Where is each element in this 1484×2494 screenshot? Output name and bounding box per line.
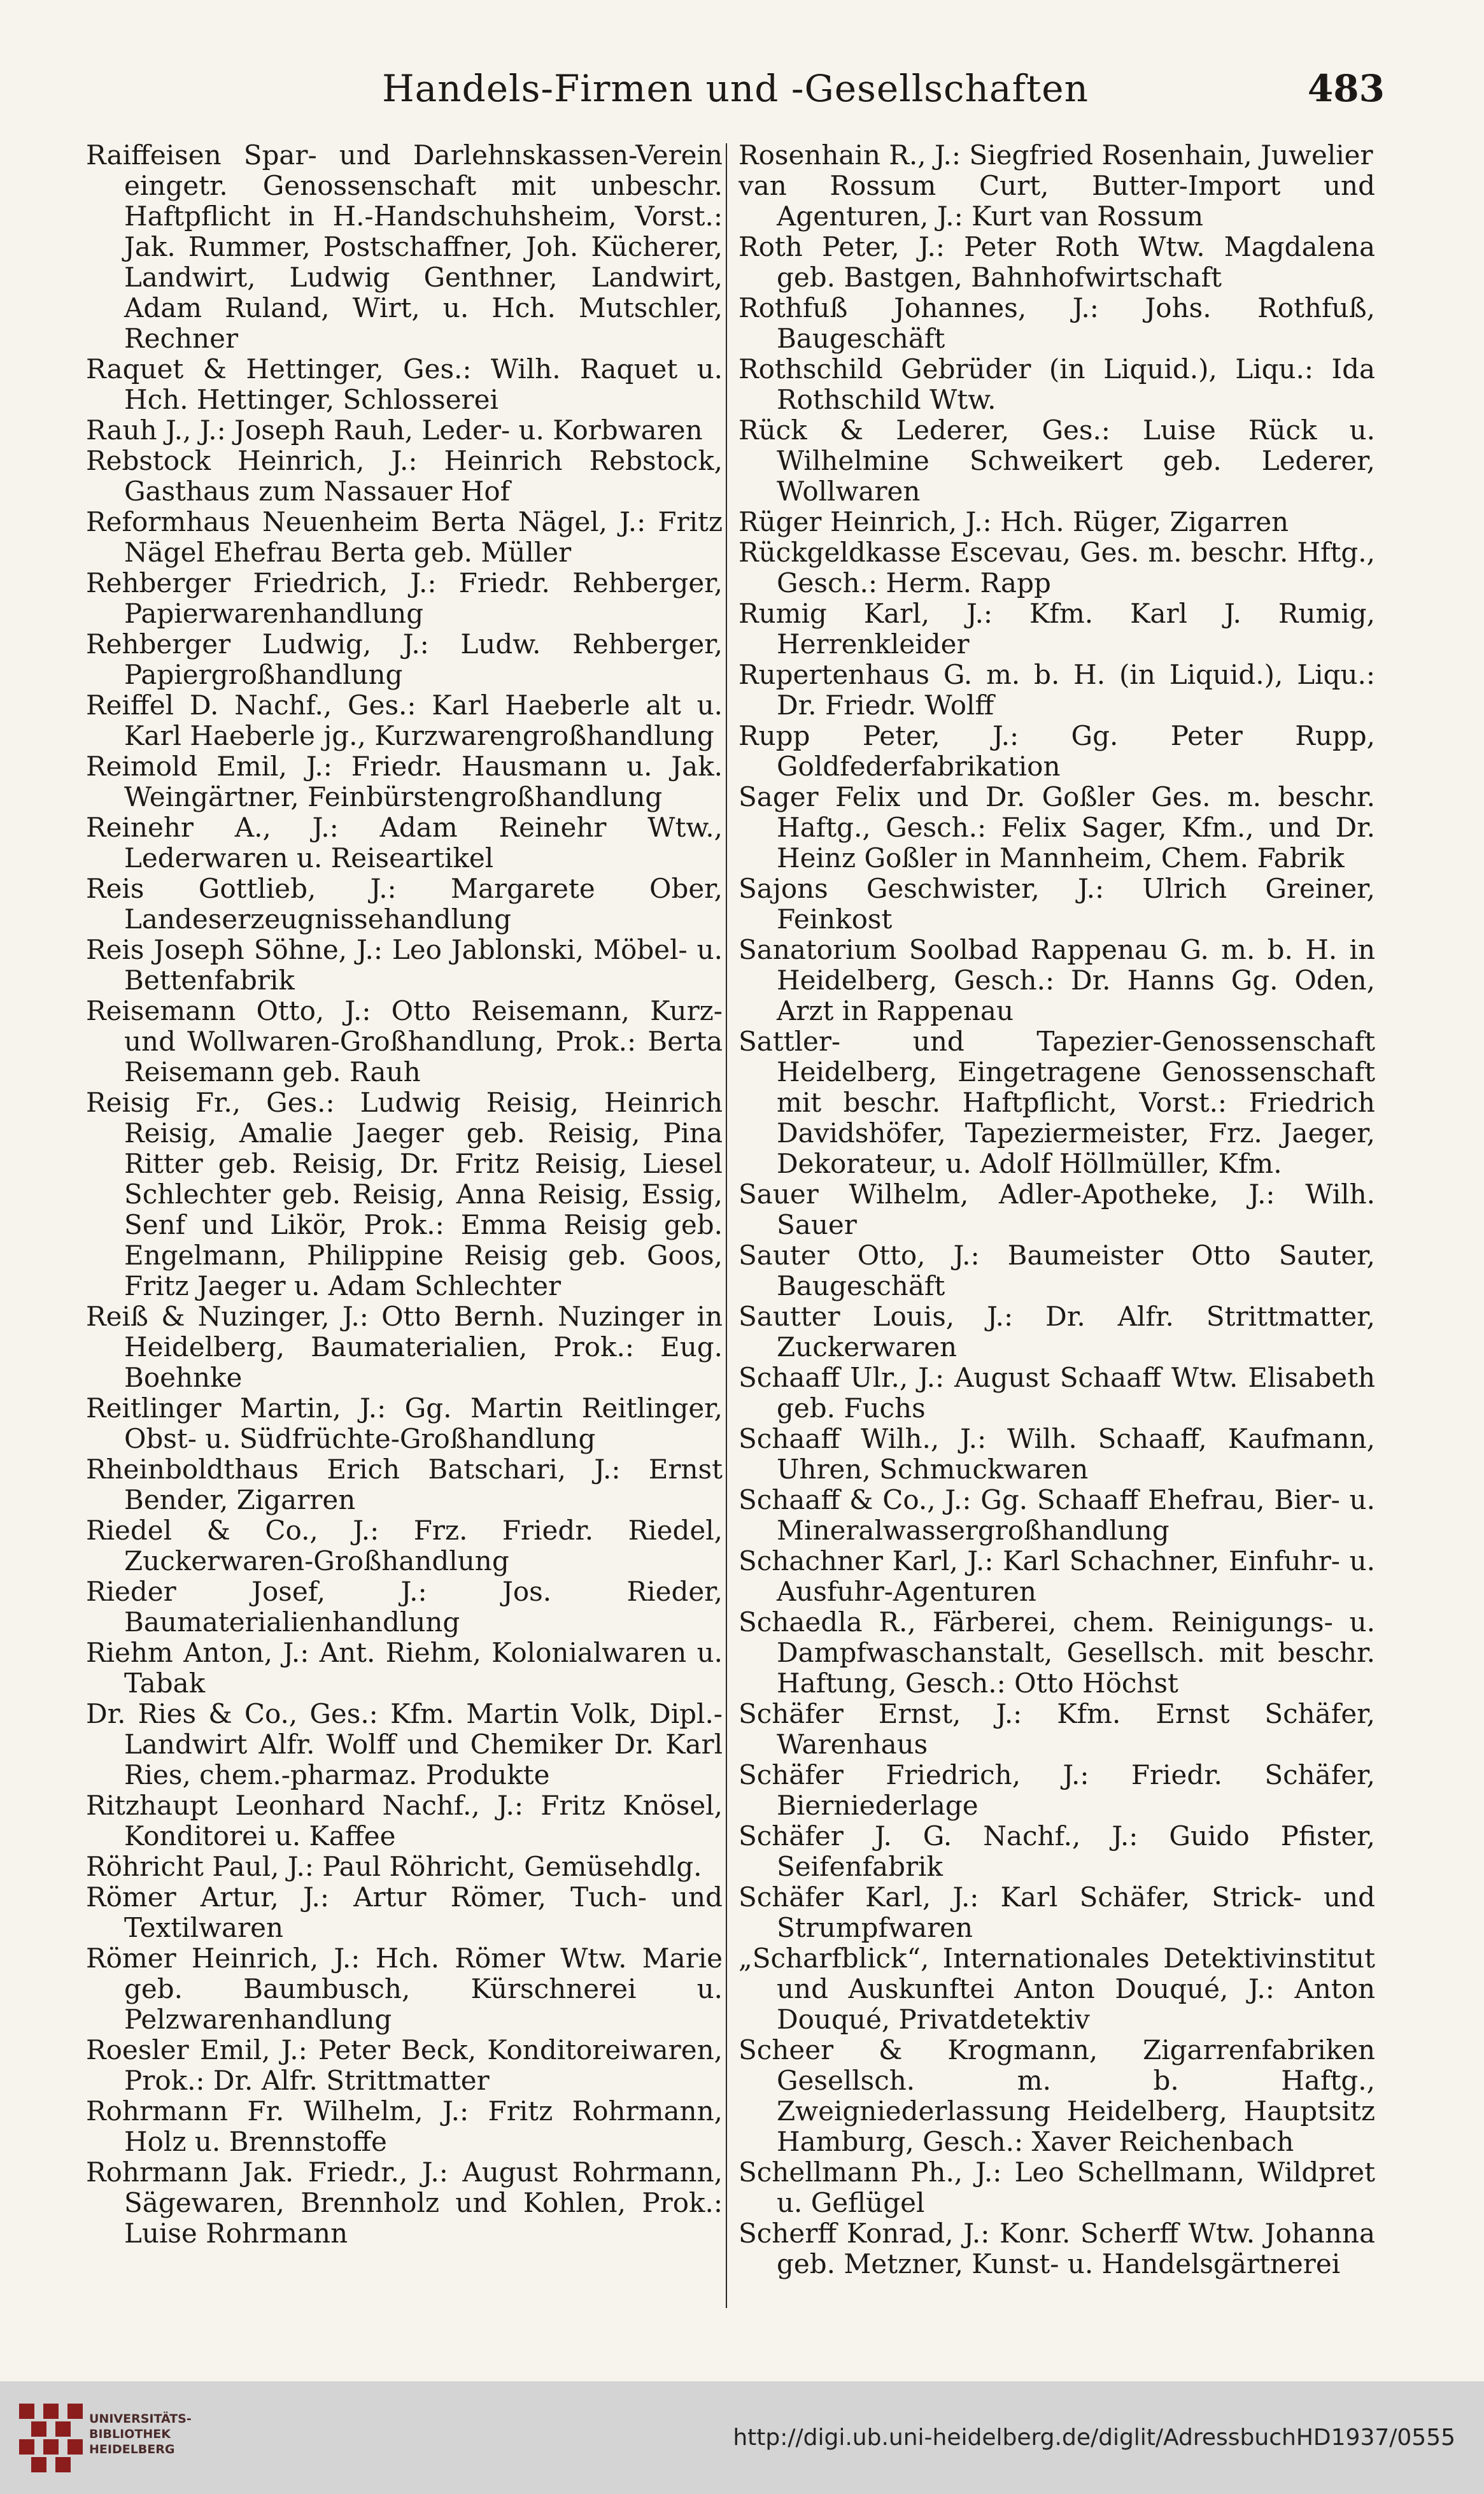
directory-entry: Raiffeisen Spar- und Darlehnskassen-Verein eingetr. Genossenschaft mit unbeschr. Haftpflicht in H.-Handschuhsheim, Vorst.: Jak. Rummer, Postschaffner, Joh. Kücherer, Landwirt, Ludwig Genthner, Landwirt, Adam Ruland, Wirt, u. Hch. Mutschler, Rechner — [86, 140, 723, 354]
directory-entry: Sager Felix und Dr. Goßler Ges. m. beschr. Haftg., Gesch.: Felix Sager, Kfm., und Dr. Heinz Goßler in Mannheim, Chem. Fabrik — [738, 781, 1375, 874]
directory-entry: Reiß & Nuzinger, J.: Otto Bernh. Nuzinger in Heidelberg, Baumaterialien, Prok.: Eug. Boehnke — [86, 1301, 723, 1393]
directory-entry: Sattler- und Tapezier-Genossenschaft Heidelberg, Eingetragene Genossenschaft mit beschr. Haftpflicht, Vorst.: Friedrich Davidshöfer, Tapeziermeister, Frz. Jaeger, Dekorateur, u. Adolf Höllmüller, Kfm. — [738, 1026, 1375, 1179]
directory-entry: Rehberger Ludwig, J.: Ludw. Rehberger, Papiergroßhandlung — [86, 628, 723, 690]
directory-entry: „Scharfblick“, Internationales Detektivinstitut und Auskunftei Anton Douqué, J.: Anton Douqué, Privatdetektiv — [738, 1943, 1375, 2035]
column-divider — [726, 143, 727, 2308]
running-title: Handels-Firmen und -Gesellschaften — [382, 67, 1089, 110]
directory-entry: Schaedla R., Färberei, chem. Reinigungs- u. Dampfwaschanstalt, Gesellsch. mit beschr. Haftung, Gesch.: Otto Höchst — [738, 1606, 1375, 1699]
viewer-footer — [0, 2381, 1484, 2494]
directory-entry: Rebstock Heinrich, J.: Heinrich Rebstock, Gasthaus zum Nassauer Hof — [86, 445, 723, 507]
directory-entry: Schäfer Karl, J.: Karl Schäfer, Strick- und Strumpfwaren — [738, 1881, 1375, 1943]
directory-entry: Rothfuß Johannes, J.: Johs. Rothfuß, Baugeschäft — [738, 292, 1375, 354]
logo-line: UNIVERSITÄTS- — [89, 2412, 192, 2426]
directory-entry: van Rossum Curt, Butter-Import und Agenturen, J.: Kurt van Rossum — [738, 170, 1375, 232]
directory-entry: Rohrmann Jak. Friedr., J.: August Rohrmann, Sägewaren, Brennholz und Kohlen, Prok.: Luise Rohrmann — [86, 2157, 723, 2249]
directory-entry: Reinehr A., J.: Adam Reinehr Wtw., Lederwaren u. Reiseartikel — [86, 812, 723, 874]
library-logo-text — [89, 2411, 192, 2457]
directory-entry: Sautter Louis, J.: Dr. Alfr. Strittmatter, Zuckerwaren — [738, 1301, 1375, 1363]
directory-entry: Schäfer Ernst, J.: Kfm. Ernst Schäfer, Warenhaus — [738, 1698, 1375, 1760]
directory-entry: Roesler Emil, J.: Peter Beck, Konditoreiwaren, Prok.: Dr. Alfr. Strittmatter — [86, 2034, 723, 2096]
directory-entry: Reis Gottlieb, J.: Margarete Ober, Landeserzeugnissehandlung — [86, 873, 723, 935]
directory-entry: Schäfer Friedrich, J.: Friedr. Schäfer, Bierniederlage — [738, 1759, 1375, 1821]
directory-entry: Römer Heinrich, J.: Hch. Römer Wtw. Marie geb. Baumbusch, Kürschnerei u. Pelzwarenhandlung — [86, 1943, 723, 2035]
directory-entry: Rupp Peter, J.: Gg. Peter Rupp, Goldfederfabrikation — [738, 720, 1375, 782]
directory-entry: Rück & Lederer, Ges.: Luise Rück u. Wilhelmine Schweikert geb. Lederer, Wollwaren — [738, 414, 1375, 507]
directory-entry: Schellmann Ph., J.: Leo Schellmann, Wildpret u. Geflügel — [738, 2157, 1375, 2218]
directory-entry: Reisig Fr., Ges.: Ludwig Reisig, Heinrich Reisig, Amalie Jaeger geb. Reisig, Pina Ritter geb. Reisig, Dr. Fritz Reisig, Liesel Schlechter geb. Reisig, Anna Reisig, Essig, Senf und Likör, Prok.: Emma Reisig geb. Engelmann, Philippine Reisig geb. Goos, Fritz Jaeger u. Adam Schlechter — [86, 1087, 723, 1301]
directory-entry: Scherff Konrad, J.: Konr. Scherff Wtw. Johanna geb. Metzner, Kunst- u. Handelsgärtnerei — [738, 2218, 1375, 2279]
page-header — [86, 67, 1385, 118]
directory-entry: Römer Artur, J.: Artur Römer, Tuch- und Textilwaren — [86, 1881, 723, 1943]
directory-entry: Roth Peter, J.: Peter Roth Wtw. Magdalena geb. Bastgen, Bahnhofwirtschaft — [738, 231, 1375, 293]
directory-entry: Schaaff Ulr., J.: August Schaaff Wtw. Elisabeth geb. Fuchs — [738, 1362, 1375, 1424]
directory-entry: Reitlinger Martin, J.: Gg. Martin Reitlinger, Obst- u. Südfrüchte-Großhandlung — [86, 1392, 723, 1454]
directory-entry: Reimold Emil, J.: Friedr. Hausmann u. Jak. Weingärtner, Feinbürstengroßhandlung — [86, 751, 723, 812]
directory-entry: Rückgeldkasse Escevau, Ges. m. beschr. Hftg., Gesch.: Herm. Rapp — [738, 537, 1375, 599]
page-number: 483 — [1307, 67, 1385, 110]
directory-entry: Rosenhain R., J.: Siegfried Rosenhain, Juwelier — [738, 140, 1373, 171]
directory-entry: Scheer & Krogmann, Zigarrenfabriken Gesellsch. m. b. Haftg., Zweigniederlassung Heidelberg, Hauptsitz Hamburg, Gesch.: Xaver Reichenbach — [738, 2034, 1375, 2157]
directory-entry: Reformhaus Neuenheim Berta Nägel, J.: Fritz Nägel Ehefrau Berta geb. Müller — [86, 506, 723, 568]
directory-entry: Reisemann Otto, J.: Otto Reisemann, Kurz- und Wollwaren-Großhandlung, Prok.: Berta Reisemann geb. Rauh — [86, 995, 723, 1088]
directory-entry: Rheinboldthaus Erich Batschari, J.: Ernst Bender, Zigarren — [86, 1454, 723, 1515]
directory-entry: Schaaff & Co., J.: Gg. Schaaff Ehefrau, Bier- u. Mineralwassergroßhandlung — [738, 1484, 1375, 1546]
directory-entry: Röhricht Paul, J.: Paul Röhricht, Gemüsehdlg. — [86, 1851, 702, 1882]
directory-entry: Rumig Karl, J.: Kfm. Karl J. Rumig, Herrenkleider — [738, 598, 1375, 660]
directory-entry: Reis Joseph Söhne, J.: Leo Jablonski, Möbel- u. Bettenfabrik — [86, 934, 723, 996]
directory-entry: Schäfer J. G. Nachf., J.: Guido Pfister, Seifenfabrik — [738, 1820, 1375, 1882]
directory-entry: Dr. Ries & Co., Ges.: Kfm. Martin Volk, Dipl.-Landwirt Alfr. Wolff und Chemiker Dr. Karl Ries, chem.-pharmaz. Produkte — [86, 1698, 723, 1790]
directory-entry: Raquet & Hettinger, Ges.: Wilh. Raquet u. Hch. Hettinger, Schlosserei — [86, 353, 723, 415]
directory-entry: Rieder Josef, J.: Jos. Rieder, Baumaterialienhandlung — [86, 1576, 723, 1638]
logo-line: HEIDELBERG — [89, 2442, 175, 2456]
library-logo-icon — [19, 2404, 83, 2474]
directory-entry: Sauer Wilhelm, Adler-Apotheke, J.: Wilh. Sauer — [738, 1179, 1375, 1240]
directory-entry: Riedel & Co., J.: Frz. Friedr. Riedel, Zuckerwaren-Großhandlung — [86, 1515, 723, 1576]
directory-entry: Rothschild Gebrüder (in Liquid.), Liqu.: Ida Rothschild Wtw. — [738, 353, 1375, 415]
logo-line: BIBLIOTHEK — [89, 2427, 171, 2441]
directory-entry: Rauh J., J.: Joseph Rauh, Leder- u. Korbwaren — [86, 414, 703, 446]
directory-entry: Rohrmann Fr. Wilhelm, J.: Fritz Rohrmann, Holz u. Brennstoffe — [86, 2095, 723, 2157]
source-url-link[interactable]: http://digi.ub.uni-heidelberg.de/diglit/AdressbuchHD1937/0555 — [733, 2425, 1455, 2451]
directory-entry: Reiffel D. Nachf., Ges.: Karl Haeberle alt u. Karl Haeberle jg., Kurzwarengroßhandlung — [86, 690, 723, 751]
directory-entry: Rupertenhaus G. m. b. H. (in Liquid.), Liqu.: Dr. Friedr. Wolff — [738, 659, 1375, 721]
left-column — [86, 140, 723, 2318]
right-column — [738, 140, 1375, 2318]
directory-entry: Schachner Karl, J.: Karl Schachner, Einfuhr- u. Ausfuhr-Agenturen — [738, 1545, 1375, 1607]
directory-entry: Sauter Otto, J.: Baumeister Otto Sauter, Baugeschäft — [738, 1240, 1375, 1301]
directory-entry: Sajons Geschwister, J.: Ulrich Greiner, Feinkost — [738, 873, 1375, 935]
directory-entry: Sanatorium Soolbad Rappenau G. m. b. H. in Heidelberg, Gesch.: Dr. Hanns Gg. Oden, Arzt in Rappenau — [738, 934, 1375, 1026]
directory-entry: Riehm Anton, J.: Ant. Riehm, Kolonialwaren u. Tabak — [86, 1637, 723, 1699]
directory-entry: Rüger Heinrich, J.: Hch. Rüger, Zigarren — [738, 506, 1289, 537]
directory-entry: Ritzhaupt Leonhard Nachf., J.: Fritz Knösel, Konditorei u. Kaffee — [86, 1790, 723, 1852]
directory-entry: Schaaff Wilh., J.: Wilh. Schaaff, Kaufmann, Uhren, Schmuckwaren — [738, 1423, 1375, 1485]
directory-entry: Rehberger Friedrich, J.: Friedr. Rehberger, Papierwarenhandlung — [86, 567, 723, 629]
library-logo[interactable] — [19, 2397, 204, 2480]
